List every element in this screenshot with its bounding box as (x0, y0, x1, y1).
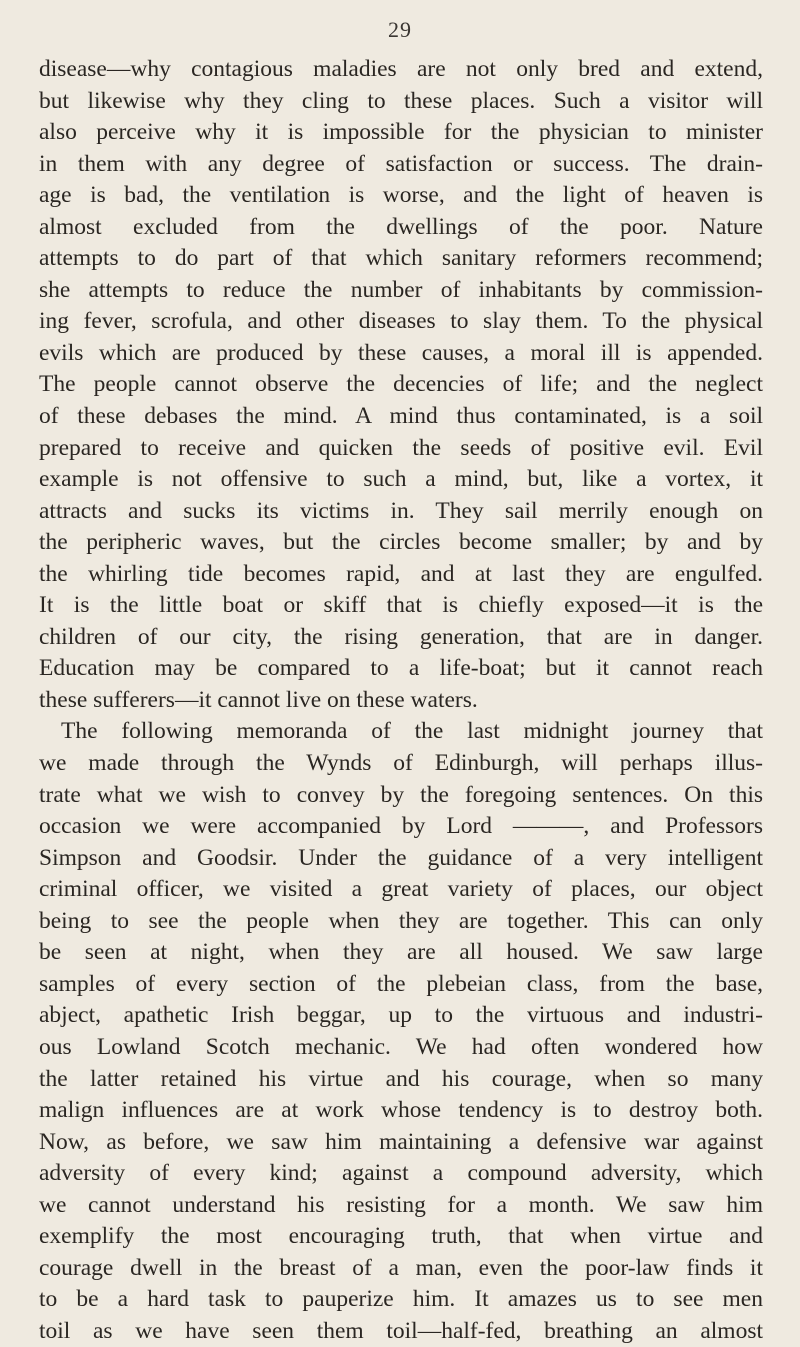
text-line: age is bad, the ventilation is worse, and the light of heaven is (39, 182, 763, 209)
text-line: toil as we have seen them toil—half-fed, breathing an almost (39, 1317, 763, 1344)
text-line: attempts to do part of that which sanitary reformers recommend; (39, 245, 763, 272)
text-line: criminal officer, we visited a great variety of places, our object (39, 876, 763, 903)
text-line: abject, apathetic Irish beggar, up to the virtuous and industri- (39, 1002, 763, 1029)
text-line: prepared to receive and quicken the seeds of positive evil. Evil (39, 434, 763, 461)
text-line: of these debases the mind. A mind thus contaminated, is a soil (39, 403, 763, 430)
text-line: ous Lowland Scotch mechanic. We had often wondered how (39, 1033, 763, 1060)
text-line: we made through the Wynds of Edinburgh, will perhaps illus- (39, 750, 763, 777)
text-line: ing fever, scrofula, and other diseases to slay them. To the physical (39, 308, 763, 335)
text-line: to be a hard task to pauperize him. It amazes us to see men (39, 1286, 763, 1313)
page-number: 29 (388, 17, 412, 42)
text-line: evils which are produced by these causes, a moral ill is appended. (39, 339, 763, 366)
text-line: adversity of every kind; against a compound adversity, which (39, 1160, 763, 1187)
text-line: the whirling tide becomes rapid, and at last they are engulfed. (39, 560, 763, 587)
text-line: The people cannot observe the decencies of life; and the neglect (39, 371, 763, 398)
text-line: but likewise why they cling to these places. Such a visitor will (39, 87, 763, 114)
text-line: the latter retained his virtue and his courage, when so many (39, 1065, 763, 1092)
text-line: samples of every section of the plebeian class, from the base, (39, 970, 763, 997)
text-line: be seen at night, when they are all housed. We saw large (39, 939, 763, 966)
text-line: Now, as before, we saw him maintaining a defensive war against (39, 1128, 763, 1155)
text-line: Education may be compared to a life-boat; but it cannot reach (39, 655, 763, 682)
text-line: It is the little boat or skiff that is chiefly exposed—it is the (39, 592, 763, 619)
text-line: also perceive why it is impossible for the physician to minister (39, 119, 763, 146)
text-line: the peripheric waves, but the circles become smaller; by and by (39, 529, 763, 556)
text-line: we cannot understand his resisting for a month. We saw him (39, 1191, 763, 1218)
text-line: almost excluded from the dwellings of the poor. Nature (39, 213, 763, 240)
text-line: courage dwell in the breast of a man, even the poor-law finds it (39, 1254, 763, 1281)
text-line: disease—why contagious maladies are not only bred and extend, (39, 56, 763, 82)
text-line: malign influences are at work whose tendency is to destroy both. (39, 1097, 763, 1124)
text-line: attracts and sucks its victims in. They sail merrily enough on (39, 497, 763, 524)
text-line: children of our city, the rising generation, that are in danger. (39, 623, 763, 650)
text-line: trate what we wish to convey by the foregoing sentences. On this (39, 781, 763, 808)
text-line: exemplify the most encouraging truth, that when virtue and (39, 1223, 763, 1250)
text-line: in them with any degree of satisfaction or success. The drain- (39, 150, 763, 177)
text-line: example is not offensive to such a mind, but, like a vortex, it (39, 466, 763, 493)
body-text (39, 54, 763, 1347)
text-line: Simpson and Goodsir. Under the guidance of a very intelligent (39, 844, 763, 871)
text-line: The following memoranda of the last midnight journey that (61, 718, 763, 745)
text-line: being to see the people when they are together. This can only (39, 907, 763, 934)
text-line: she attempts to reduce the number of inhabitants by commission- (39, 276, 763, 303)
text-line: these sufferers—it cannot live on these waters. (39, 686, 478, 713)
text-line: occasion we were accompanied by Lord ———, and Professors (39, 813, 763, 840)
